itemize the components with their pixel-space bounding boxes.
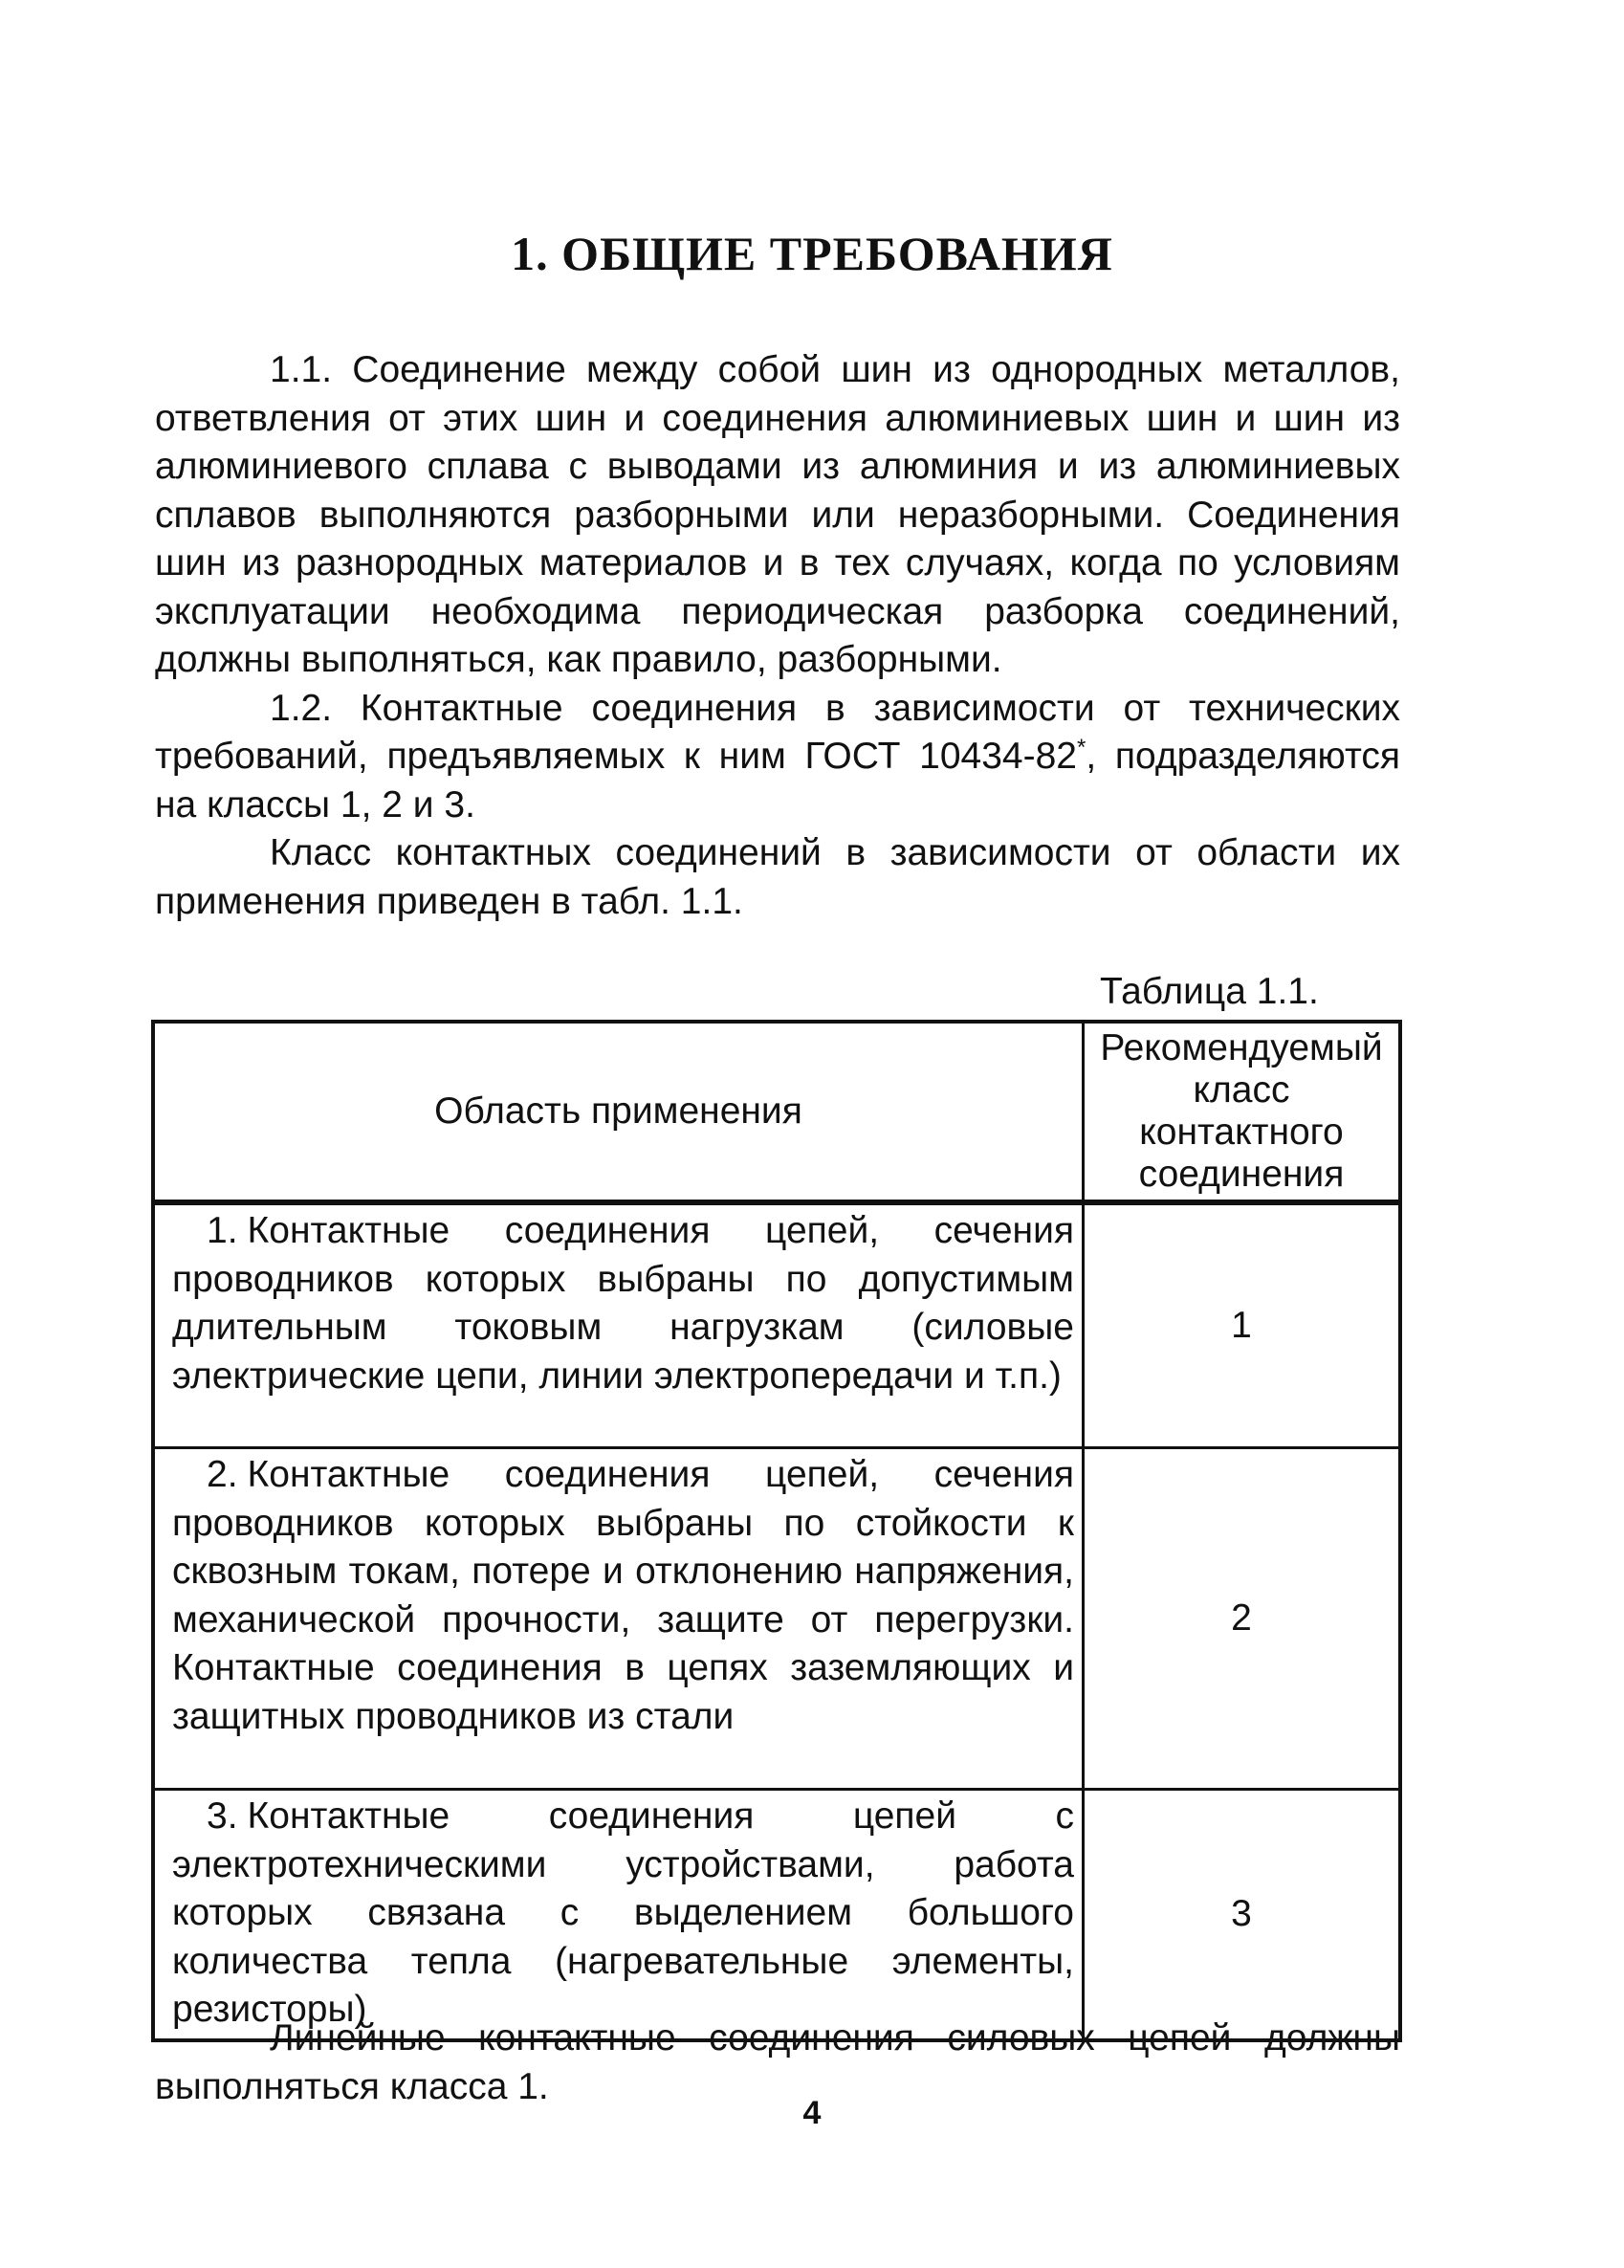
paragraph-table-reference: Класс контактных соединений в зависимости от области их применения приведен в табл. 1.1.: [155, 832, 1400, 922]
row-3-text: Контактные соединения цепей с электротехническими устройствами, работа которых связана с выделением большого количества тепла (нагревательные элементы, резисторы): [172, 1795, 1074, 2030]
table-row: [153, 1448, 1400, 1790]
table-caption: Таблица 1.1.: [1100, 971, 1319, 1012]
row-1-area: [153, 1202, 1084, 1448]
row-3-area: [153, 1790, 1084, 2040]
row-1-text-wrapper: [172, 1207, 1074, 1400]
closing-paragraph: Линейные контактные соединения силовых цепей должны выполняться класса 1.: [155, 2017, 1400, 2107]
body-text: [155, 346, 1400, 926]
row-3-text-wrapper: [172, 1793, 1074, 2035]
footnote-marker: *: [1076, 735, 1086, 760]
paragraph-1-1: 1.1. Соединение между собой шин из однородных металлов, ответвления от этих шин и соединения алюминиевых шин и шин из алюминиевого сплава с выводами из алюминия и из алюминиевых сплавов выполняются разборными или неразборными. Соединения шин из разнородных материалов и в тех случаях, когда по условиям эксплуатации необходима периодическая разборка соединений, должны выполняться, как правило, разборными.: [155, 349, 1400, 680]
paragraph-1-2-end: , подразделяются на классы 1, 2 и 3.: [155, 736, 1400, 826]
row-1-class: 1: [1084, 1202, 1401, 1448]
row-2-class: 2: [1084, 1448, 1401, 1790]
row-1-text: Контактные соединения цепей, сечения проводников которых выбраны по допустимым длительным токовым нагрузкам (силовые электрические цепи, линии электропередачи и т.п.): [172, 1210, 1074, 1397]
section-title: 1. ОБЩИЕ ТРЕБОВАНИЯ: [511, 227, 1113, 280]
row-1-number: 1.: [207, 1210, 238, 1251]
row-3-class: 3: [1084, 1790, 1401, 2040]
row-2-text-wrapper: [172, 1451, 1074, 1741]
table-row: [153, 1790, 1400, 2040]
paragraph-1-2: [155, 685, 1400, 830]
row-3-number: 3.: [207, 1795, 238, 1837]
row-2-text: Контактные соединения цепей, сечения проводников которых выбраны по стойкости к сквозным токам, потере и отклонению напряжения, механической прочности, защите от перегрузки. Контактные соединения в цепях заземляющих и защитных проводников из стали: [172, 1454, 1074, 1737]
table-header-row: [153, 1022, 1400, 1202]
table-row: [153, 1202, 1400, 1448]
page-number: 4: [802, 2095, 822, 2131]
header-area: Область применения: [153, 1022, 1084, 1202]
header-class: Рекомендуемый класс контактного соединения: [1084, 1022, 1401, 1202]
paragraph-1-2-text: 1.2. Контактные соединения в зависимости от технических требований, предъявляемых к ним ГОСТ 10434-82: [155, 687, 1400, 777]
row-2-area: [153, 1448, 1084, 1790]
row-2-number: 2.: [207, 1454, 238, 1495]
contact-class-table: [151, 1020, 1402, 2042]
